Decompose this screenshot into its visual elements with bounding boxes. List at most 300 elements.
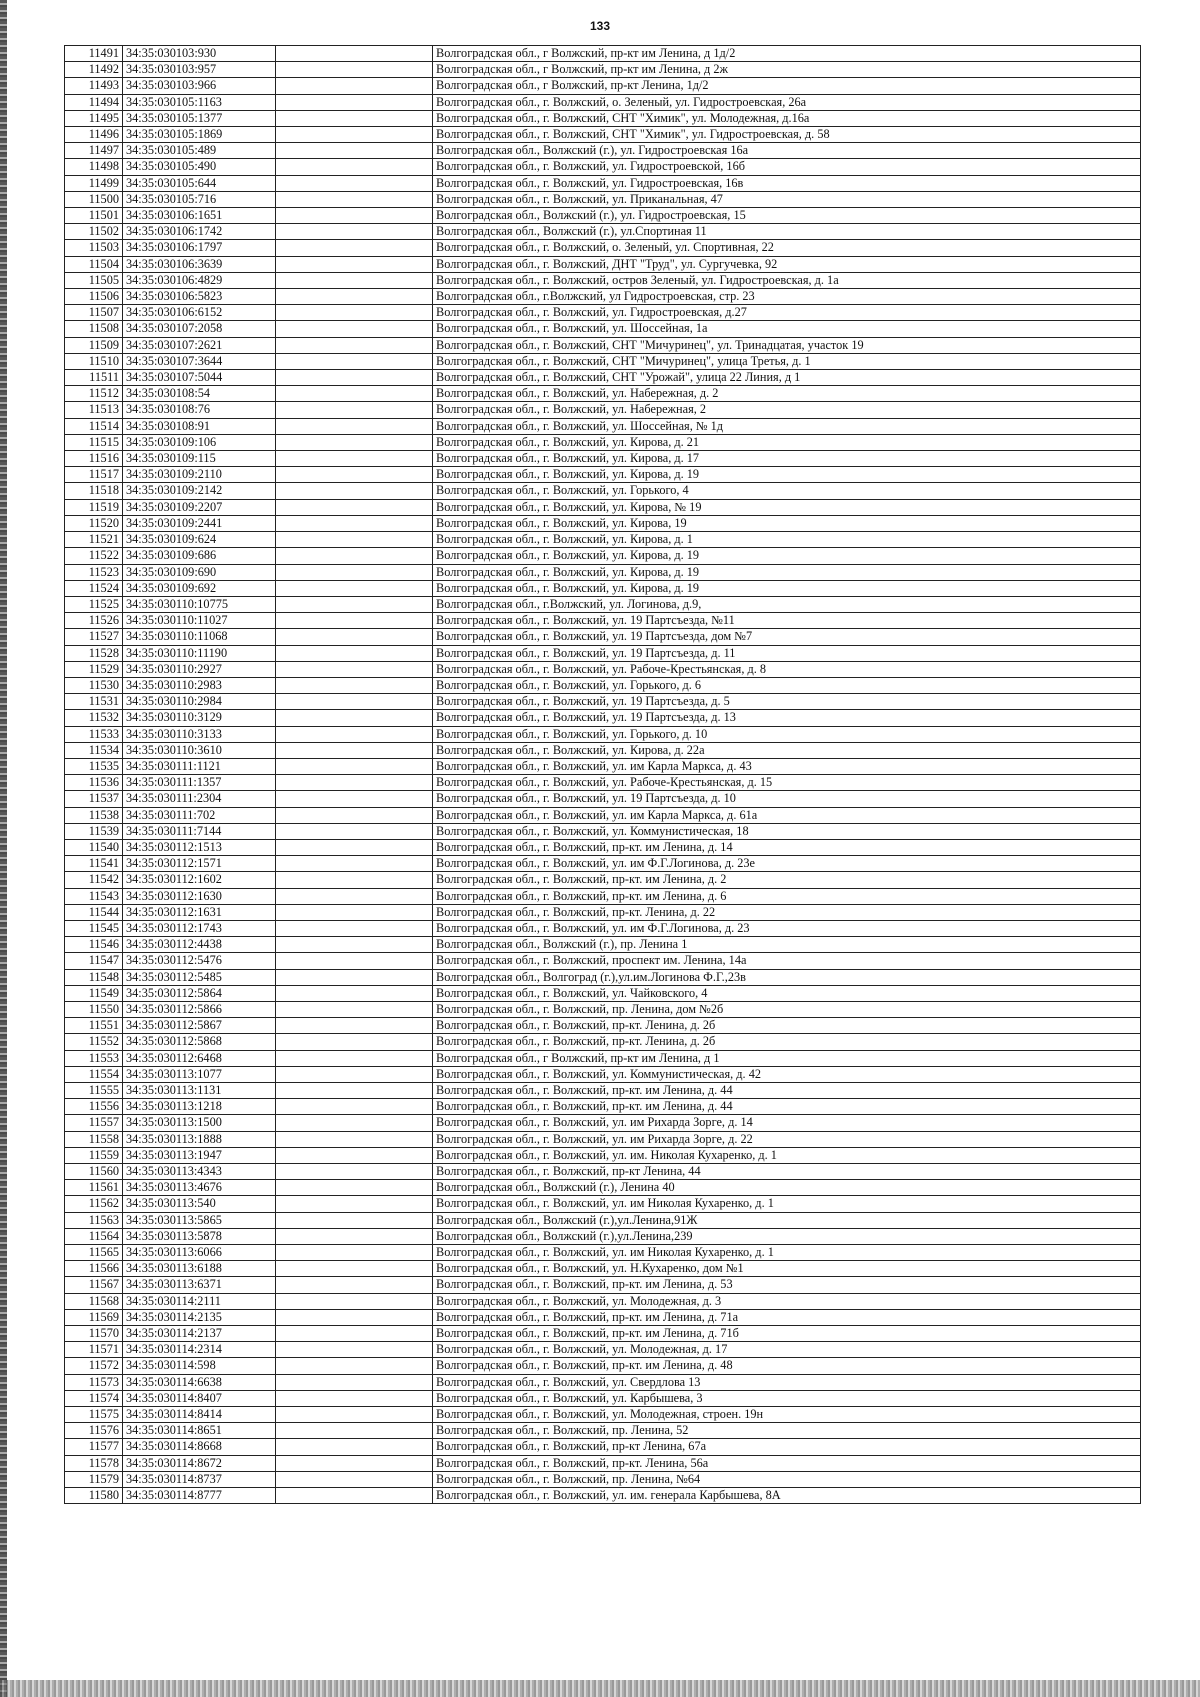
cadastral-number: 34:35:030105:644 bbox=[123, 175, 276, 191]
table-row bbox=[65, 1083, 1141, 1099]
empty-cell bbox=[276, 256, 433, 272]
address: Волгоградская обл., Волгоград (г.),ул.им.Логинова Ф.Г.,23в bbox=[433, 969, 1141, 985]
table-row bbox=[65, 1115, 1141, 1131]
address: Волгоградская обл., г. Волжский, ул. 19 Партсъезда, д. 10 bbox=[433, 791, 1141, 807]
cadastral-number: 34:35:030112:4438 bbox=[123, 937, 276, 953]
row-number: 11494 bbox=[65, 94, 123, 110]
empty-cell bbox=[276, 1066, 433, 1082]
cadastral-number: 34:35:030109:692 bbox=[123, 580, 276, 596]
address: Волгоградская обл., г. Волжский, пр-кт Ленина, 67а bbox=[433, 1439, 1141, 1455]
cadastral-number: 34:35:030113:540 bbox=[123, 1196, 276, 1212]
registry-table bbox=[64, 45, 1141, 1504]
cadastral-number: 34:35:030114:2137 bbox=[123, 1326, 276, 1342]
cadastral-number: 34:35:030110:11027 bbox=[123, 613, 276, 629]
empty-cell bbox=[276, 1407, 433, 1423]
row-number: 11550 bbox=[65, 1001, 123, 1017]
empty-cell bbox=[276, 839, 433, 855]
address: Волгоградская обл., г. Волжский, ул. Коммунистическая, д. 42 bbox=[433, 1066, 1141, 1082]
empty-cell bbox=[276, 143, 433, 159]
cadastral-number: 34:35:030109:624 bbox=[123, 532, 276, 548]
address: Волгоградская обл., г. Волжский, пр. Ленина, №64 bbox=[433, 1471, 1141, 1487]
table-row bbox=[65, 937, 1141, 953]
empty-cell bbox=[276, 1099, 433, 1115]
cadastral-number: 34:35:030113:6188 bbox=[123, 1261, 276, 1277]
address: Волгоградская обл., Волжский (г.), ул. Гидростроевская 16а bbox=[433, 143, 1141, 159]
address: Волгоградская обл., г. Волжский, ул. Набережная, 2 bbox=[433, 402, 1141, 418]
row-number: 11547 bbox=[65, 953, 123, 969]
empty-cell bbox=[276, 742, 433, 758]
cadastral-number: 34:35:030112:5866 bbox=[123, 1001, 276, 1017]
cadastral-number: 34:35:030113:1947 bbox=[123, 1147, 276, 1163]
cadastral-number: 34:35:030110:2927 bbox=[123, 661, 276, 677]
row-number: 11541 bbox=[65, 856, 123, 872]
cadastral-number: 34:35:030105:1869 bbox=[123, 127, 276, 143]
table-row bbox=[65, 904, 1141, 920]
row-number: 11518 bbox=[65, 483, 123, 499]
address: Волгоградская обл., г. Волжский, ул. Коммунистическая, 18 bbox=[433, 823, 1141, 839]
address: Волгоградская обл., г. Волжский, ул. им. Николая Кухаренко, д. 1 bbox=[433, 1147, 1141, 1163]
table-row bbox=[65, 1066, 1141, 1082]
cadastral-number: 34:35:030109:690 bbox=[123, 564, 276, 580]
row-number: 11578 bbox=[65, 1455, 123, 1471]
address: Волгоградская обл., г. Волжский, ул. 19 Партсъезда, д. 13 bbox=[433, 710, 1141, 726]
address: Волгоградская обл., г. Волжский, ул. 19 Партсъезда, №11 bbox=[433, 613, 1141, 629]
address: Волгоградская обл., г. Волжский, ул. Чайковского, 4 bbox=[433, 985, 1141, 1001]
address: Волгоградская обл., г. Волжский, ул. Свердлова 13 bbox=[433, 1374, 1141, 1390]
table-row bbox=[65, 305, 1141, 321]
cadastral-number: 34:35:030114:6638 bbox=[123, 1374, 276, 1390]
address: Волгоградская обл., г. Волжский, ул. Гидростроевская, д.27 bbox=[433, 305, 1141, 321]
empty-cell bbox=[276, 451, 433, 467]
table-row bbox=[65, 532, 1141, 548]
address: Волгоградская обл., г. Волжский, ул. Рабоче-Крестьянская, д. 15 bbox=[433, 775, 1141, 791]
empty-cell bbox=[276, 1164, 433, 1180]
address: Волгоградская обл., г. Волжский, ул. им Карла Маркса, д. 43 bbox=[433, 758, 1141, 774]
cadastral-number: 34:35:030109:106 bbox=[123, 434, 276, 450]
address: Волгоградская обл., г. Волжский, пр-кт. им Ленина, д. 71а bbox=[433, 1309, 1141, 1325]
empty-cell bbox=[276, 1358, 433, 1374]
row-number: 11508 bbox=[65, 321, 123, 337]
empty-cell bbox=[276, 1212, 433, 1228]
row-number: 11579 bbox=[65, 1471, 123, 1487]
address: Волгоградская обл., г. Волжский, ул. Кирова, д. 1 bbox=[433, 532, 1141, 548]
address: Волгоградская обл., г. Волжский, ул. Молодежная, д. 3 bbox=[433, 1293, 1141, 1309]
row-number: 11560 bbox=[65, 1164, 123, 1180]
address: Волгоградская обл., г. Волжский, пр. Ленина, 52 bbox=[433, 1423, 1141, 1439]
row-number: 11570 bbox=[65, 1326, 123, 1342]
row-number: 11499 bbox=[65, 175, 123, 191]
table-row bbox=[65, 208, 1141, 224]
address: Волгоградская обл., г. Волжский, СНТ "Химик", ул. Гидростроевская, д. 58 bbox=[433, 127, 1141, 143]
empty-cell bbox=[276, 46, 433, 62]
empty-cell bbox=[276, 483, 433, 499]
cadastral-number: 34:35:030106:1797 bbox=[123, 240, 276, 256]
empty-cell bbox=[276, 1455, 433, 1471]
row-number: 11506 bbox=[65, 289, 123, 305]
cadastral-number: 34:35:030105:716 bbox=[123, 191, 276, 207]
address: Волгоградская обл., г. Волжский, ул. Молодежная, строен. 19н bbox=[433, 1407, 1141, 1423]
cadastral-number: 34:35:030103:930 bbox=[123, 46, 276, 62]
table-row bbox=[65, 791, 1141, 807]
address: Волгоградская обл., г. Волжский, ул. им Рихарда Зорге, д. 14 bbox=[433, 1115, 1141, 1131]
cadastral-number: 34:35:030105:1377 bbox=[123, 110, 276, 126]
address: Волгоградская обл., г. Волжский, ул. 19 Партсъезда, дом №7 bbox=[433, 629, 1141, 645]
empty-cell bbox=[276, 305, 433, 321]
table-row bbox=[65, 386, 1141, 402]
table-row bbox=[65, 888, 1141, 904]
empty-cell bbox=[276, 1050, 433, 1066]
row-number: 11510 bbox=[65, 353, 123, 369]
empty-cell bbox=[276, 1001, 433, 1017]
row-number: 11580 bbox=[65, 1488, 123, 1504]
table-row bbox=[65, 580, 1141, 596]
empty-cell bbox=[276, 110, 433, 126]
cadastral-number: 34:35:030110:11190 bbox=[123, 645, 276, 661]
address: Волгоградская обл., Волжский (г.),ул.Ленина,239 bbox=[433, 1228, 1141, 1244]
table-row bbox=[65, 1001, 1141, 1017]
empty-cell bbox=[276, 1018, 433, 1034]
empty-cell bbox=[276, 499, 433, 515]
row-number: 11553 bbox=[65, 1050, 123, 1066]
address: Волгоградская обл., г. Волжский, пр-кт. Ленина, д. 2б bbox=[433, 1018, 1141, 1034]
row-number: 11516 bbox=[65, 451, 123, 467]
empty-cell bbox=[276, 532, 433, 548]
table-row bbox=[65, 710, 1141, 726]
table-row bbox=[65, 46, 1141, 62]
cadastral-number: 34:35:030113:1888 bbox=[123, 1131, 276, 1147]
row-number: 11577 bbox=[65, 1439, 123, 1455]
cadastral-number: 34:35:030107:2058 bbox=[123, 321, 276, 337]
address: Волгоградская обл., г. Волжский, ул. Кирова, д. 19 bbox=[433, 580, 1141, 596]
address: Волгоградская обл., г. Волжский, пр-кт. Ленина, д. 2б bbox=[433, 1034, 1141, 1050]
row-number: 11546 bbox=[65, 937, 123, 953]
row-number: 11562 bbox=[65, 1196, 123, 1212]
empty-cell bbox=[276, 985, 433, 1001]
table-row bbox=[65, 645, 1141, 661]
cadastral-number: 34:35:030114:8668 bbox=[123, 1439, 276, 1455]
row-number: 11571 bbox=[65, 1342, 123, 1358]
row-number: 11517 bbox=[65, 467, 123, 483]
empty-cell bbox=[276, 337, 433, 353]
cadastral-number: 34:35:030112:5864 bbox=[123, 985, 276, 1001]
table-row bbox=[65, 353, 1141, 369]
empty-cell bbox=[276, 1196, 433, 1212]
cadastral-number: 34:35:030109:2207 bbox=[123, 499, 276, 515]
row-number: 11575 bbox=[65, 1407, 123, 1423]
address: Волгоградская обл., г. Волжский, пр-кт. им Ленина, д. 44 bbox=[433, 1083, 1141, 1099]
empty-cell bbox=[276, 1439, 433, 1455]
address: Волгоградская обл., г. Волжский, СНТ "Мичуринец", ул. Тринадцатая, участок 19 bbox=[433, 337, 1141, 353]
row-number: 11525 bbox=[65, 596, 123, 612]
empty-cell bbox=[276, 969, 433, 985]
cadastral-number: 34:35:030111:2304 bbox=[123, 791, 276, 807]
registry-body bbox=[65, 46, 1141, 1504]
table-row bbox=[65, 1407, 1141, 1423]
row-number: 11532 bbox=[65, 710, 123, 726]
cadastral-number: 34:35:030110:2983 bbox=[123, 677, 276, 693]
row-number: 11521 bbox=[65, 532, 123, 548]
cadastral-number: 34:35:030113:5878 bbox=[123, 1228, 276, 1244]
row-number: 11523 bbox=[65, 564, 123, 580]
table-row bbox=[65, 1358, 1141, 1374]
row-number: 11544 bbox=[65, 904, 123, 920]
address: Волгоградская обл., г. Волжский, ул. Гидростроевская, 16в bbox=[433, 175, 1141, 191]
empty-cell bbox=[276, 159, 433, 175]
table-row bbox=[65, 256, 1141, 272]
empty-cell bbox=[276, 710, 433, 726]
cadastral-number: 34:35:030112:1630 bbox=[123, 888, 276, 904]
cadastral-number: 34:35:030107:3644 bbox=[123, 353, 276, 369]
table-row bbox=[65, 726, 1141, 742]
cadastral-number: 34:35:030112:5485 bbox=[123, 969, 276, 985]
cadastral-number: 34:35:030113:1500 bbox=[123, 1115, 276, 1131]
row-number: 11536 bbox=[65, 775, 123, 791]
row-number: 11515 bbox=[65, 434, 123, 450]
address: Волгоградская обл., г. Волжский, пр-кт. Ленина, д. 22 bbox=[433, 904, 1141, 920]
row-number: 11520 bbox=[65, 515, 123, 531]
table-row bbox=[65, 1261, 1141, 1277]
cadastral-number: 34:35:030109:2142 bbox=[123, 483, 276, 499]
row-number: 11555 bbox=[65, 1083, 123, 1099]
address: Волгоградская обл., г. Волжский, ул. им Николая Кухаренко, д. 1 bbox=[433, 1196, 1141, 1212]
table-row bbox=[65, 1488, 1141, 1504]
table-row bbox=[65, 321, 1141, 337]
table-row bbox=[65, 337, 1141, 353]
cadastral-number: 34:35:030110:2984 bbox=[123, 694, 276, 710]
address: Волгоградская обл., г. Волжский, о. Зеленый, ул. Спортивная, 22 bbox=[433, 240, 1141, 256]
row-number: 11512 bbox=[65, 386, 123, 402]
empty-cell bbox=[276, 548, 433, 564]
empty-cell bbox=[276, 694, 433, 710]
row-number: 11513 bbox=[65, 402, 123, 418]
address: Волгоградская обл., г. Волжский, пр-кт. им Ленина, д. 53 bbox=[433, 1277, 1141, 1293]
address: Волгоградская обл., г.Волжский, ул Гидростроевская, стр. 23 bbox=[433, 289, 1141, 305]
cadastral-number: 34:35:030106:6152 bbox=[123, 305, 276, 321]
table-row bbox=[65, 191, 1141, 207]
row-number: 11522 bbox=[65, 548, 123, 564]
table-row bbox=[65, 127, 1141, 143]
empty-cell bbox=[276, 1342, 433, 1358]
cadastral-number: 34:35:030112:6468 bbox=[123, 1050, 276, 1066]
address: Волгоградская обл., г. Волжский, ул. Набережная, д. 2 bbox=[433, 386, 1141, 402]
table-row bbox=[65, 548, 1141, 564]
empty-cell bbox=[276, 191, 433, 207]
cadastral-number: 34:35:030114:2314 bbox=[123, 1342, 276, 1358]
table-row bbox=[65, 1471, 1141, 1487]
table-row bbox=[65, 289, 1141, 305]
cadastral-number: 34:35:030106:1742 bbox=[123, 224, 276, 240]
cadastral-number: 34:35:030106:3639 bbox=[123, 256, 276, 272]
cadastral-number: 34:35:030114:8414 bbox=[123, 1407, 276, 1423]
address: Волгоградская обл., г. Волжский, ул. Молодежная, д. 17 bbox=[433, 1342, 1141, 1358]
cadastral-number: 34:35:030105:490 bbox=[123, 159, 276, 175]
cadastral-number: 34:35:030114:8651 bbox=[123, 1423, 276, 1439]
address: Волгоградская обл., г. Волжский, остров Зеленый, ул. Гидростроевская, д. 1а bbox=[433, 272, 1141, 288]
cadastral-number: 34:35:030109:2441 bbox=[123, 515, 276, 531]
table-row bbox=[65, 1228, 1141, 1244]
address: Волгоградская обл., г. Волжский, ул. Горького, д. 6 bbox=[433, 677, 1141, 693]
address: Волгоградская обл., г. Волжский, ул. им Николая Кухаренко, д. 1 bbox=[433, 1245, 1141, 1261]
table-row bbox=[65, 742, 1141, 758]
row-number: 11572 bbox=[65, 1358, 123, 1374]
address: Волгоградская обл., г. Волжский, пр-кт. им Ленина, д. 2 bbox=[433, 872, 1141, 888]
table-row bbox=[65, 1277, 1141, 1293]
empty-cell bbox=[276, 418, 433, 434]
row-number: 11529 bbox=[65, 661, 123, 677]
row-number: 11568 bbox=[65, 1293, 123, 1309]
address: Волгоградская обл., Волжский (г.), пр. Ленина 1 bbox=[433, 937, 1141, 953]
empty-cell bbox=[276, 1423, 433, 1439]
empty-cell bbox=[276, 1390, 433, 1406]
table-row bbox=[65, 467, 1141, 483]
table-row bbox=[65, 143, 1141, 159]
table-row bbox=[65, 1245, 1141, 1261]
address: Волгоградская обл., г. Волжский, ул. им. генерала Карбышева, 8А bbox=[433, 1488, 1141, 1504]
address: Волгоградская обл., г. Волжский, пр. Ленина, дом №2б bbox=[433, 1001, 1141, 1017]
cadastral-number: 34:35:030109:686 bbox=[123, 548, 276, 564]
row-number: 11563 bbox=[65, 1212, 123, 1228]
empty-cell bbox=[276, 208, 433, 224]
row-number: 11509 bbox=[65, 337, 123, 353]
cadastral-number: 34:35:030112:1513 bbox=[123, 839, 276, 855]
table-row bbox=[65, 1212, 1141, 1228]
row-number: 11511 bbox=[65, 370, 123, 386]
empty-cell bbox=[276, 1309, 433, 1325]
empty-cell bbox=[276, 661, 433, 677]
cadastral-number: 34:35:030111:702 bbox=[123, 807, 276, 823]
address: Волгоградская обл., г. Волжский, ул. им Ф.Г.Логинова, д. 23е bbox=[433, 856, 1141, 872]
empty-cell bbox=[276, 224, 433, 240]
cadastral-number: 34:35:030112:5476 bbox=[123, 953, 276, 969]
row-number: 11576 bbox=[65, 1423, 123, 1439]
table-row bbox=[65, 1309, 1141, 1325]
table-row bbox=[65, 839, 1141, 855]
empty-cell bbox=[276, 823, 433, 839]
table-row bbox=[65, 159, 1141, 175]
cadastral-number: 34:35:030111:1121 bbox=[123, 758, 276, 774]
table-row bbox=[65, 1439, 1141, 1455]
table-row bbox=[65, 596, 1141, 612]
address: Волгоградская обл., г. Волжский, СНТ "Урожай", улица 22 Линия, д 1 bbox=[433, 370, 1141, 386]
address: Волгоградская обл., г. Волжский, ул. Кирова, д. 21 bbox=[433, 434, 1141, 450]
row-number: 11558 bbox=[65, 1131, 123, 1147]
empty-cell bbox=[276, 888, 433, 904]
address: Волгоградская обл., г. Волжский, ул. им Рихарда Зорге, д. 22 bbox=[433, 1131, 1141, 1147]
row-number: 11566 bbox=[65, 1261, 123, 1277]
cadastral-number: 34:35:030111:7144 bbox=[123, 823, 276, 839]
row-number: 11564 bbox=[65, 1228, 123, 1244]
cadastral-number: 34:35:030113:6371 bbox=[123, 1277, 276, 1293]
table-row bbox=[65, 775, 1141, 791]
address: Волгоградская обл., г. Волжский, пр-кт Ленина, 44 bbox=[433, 1164, 1141, 1180]
table-row bbox=[65, 758, 1141, 774]
table-row bbox=[65, 370, 1141, 386]
cadastral-number: 34:35:030113:5865 bbox=[123, 1212, 276, 1228]
table-row bbox=[65, 1455, 1141, 1471]
address: Волгоградская обл., г. Волжский, ул. Карбышева, 3 bbox=[433, 1390, 1141, 1406]
cadastral-number: 34:35:030114:598 bbox=[123, 1358, 276, 1374]
row-number: 11554 bbox=[65, 1066, 123, 1082]
table-row bbox=[65, 564, 1141, 580]
table-row bbox=[65, 694, 1141, 710]
address: Волгоградская обл., г. Волжский, ул. Рабоче-Крестьянская, д. 8 bbox=[433, 661, 1141, 677]
row-number: 11565 bbox=[65, 1245, 123, 1261]
table-row bbox=[65, 1342, 1141, 1358]
row-number: 11535 bbox=[65, 758, 123, 774]
row-number: 11505 bbox=[65, 272, 123, 288]
cadastral-number: 34:35:030114:8407 bbox=[123, 1390, 276, 1406]
row-number: 11548 bbox=[65, 969, 123, 985]
cadastral-number: 34:35:030108:76 bbox=[123, 402, 276, 418]
address: Волгоградская обл., г. Волжский, ул. Кирова, д. 19 bbox=[433, 467, 1141, 483]
address: Волгоградская обл., г. Волжский, ул. Гидростроевской, 16б bbox=[433, 159, 1141, 175]
row-number: 11551 bbox=[65, 1018, 123, 1034]
row-number: 11493 bbox=[65, 78, 123, 94]
address: Волгоградская обл., г. Волжский, ул. Н.Кухаренко, дом №1 bbox=[433, 1261, 1141, 1277]
row-number: 11569 bbox=[65, 1309, 123, 1325]
row-number: 11503 bbox=[65, 240, 123, 256]
table-row bbox=[65, 1034, 1141, 1050]
table-row bbox=[65, 1099, 1141, 1115]
row-number: 11491 bbox=[65, 46, 123, 62]
row-number: 11498 bbox=[65, 159, 123, 175]
cadastral-number: 34:35:030113:1077 bbox=[123, 1066, 276, 1082]
row-number: 11573 bbox=[65, 1374, 123, 1390]
table-row bbox=[65, 1164, 1141, 1180]
address: Волгоградская обл., г. Волжский, ул. Кирова, 19 bbox=[433, 515, 1141, 531]
table-row bbox=[65, 629, 1141, 645]
empty-cell bbox=[276, 240, 433, 256]
table-row bbox=[65, 856, 1141, 872]
empty-cell bbox=[276, 321, 433, 337]
empty-cell bbox=[276, 564, 433, 580]
cadastral-number: 34:35:030110:11068 bbox=[123, 629, 276, 645]
scan-left-edge bbox=[0, 0, 7, 1697]
empty-cell bbox=[276, 175, 433, 191]
address: Волгоградская обл., г. Волжский, ул. Шоссейная, 1а bbox=[433, 321, 1141, 337]
cadastral-number: 34:35:030113:4343 bbox=[123, 1164, 276, 1180]
empty-cell bbox=[276, 1488, 433, 1504]
table-row bbox=[65, 1131, 1141, 1147]
row-number: 11537 bbox=[65, 791, 123, 807]
table-row bbox=[65, 613, 1141, 629]
address: Волгоградская обл., г. Волжский, ул. Горького, д. 10 bbox=[433, 726, 1141, 742]
empty-cell bbox=[276, 856, 433, 872]
address: Волгоградская обл., г. Волжский, ул. им Ф.Г.Логинова, д. 23 bbox=[433, 920, 1141, 936]
table-row bbox=[65, 483, 1141, 499]
cadastral-number: 34:35:030114:2135 bbox=[123, 1309, 276, 1325]
row-number: 11492 bbox=[65, 62, 123, 78]
row-number: 11502 bbox=[65, 224, 123, 240]
row-number: 11574 bbox=[65, 1390, 123, 1406]
empty-cell bbox=[276, 386, 433, 402]
empty-cell bbox=[276, 1245, 433, 1261]
cadastral-number: 34:35:030110:3610 bbox=[123, 742, 276, 758]
row-number: 11504 bbox=[65, 256, 123, 272]
table-row bbox=[65, 418, 1141, 434]
address: Волгоградская обл., г. Волжский, пр-кт. им Ленина, д. 14 bbox=[433, 839, 1141, 855]
cadastral-number: 34:35:030107:5044 bbox=[123, 370, 276, 386]
address: Волгоградская обл., Волжский (г.), Ленина 40 bbox=[433, 1180, 1141, 1196]
cadastral-number: 34:35:030113:1131 bbox=[123, 1083, 276, 1099]
cadastral-number: 34:35:030113:6066 bbox=[123, 1245, 276, 1261]
cadastral-number: 34:35:030112:1631 bbox=[123, 904, 276, 920]
page-number: 133 bbox=[589, 19, 611, 33]
row-number: 11545 bbox=[65, 920, 123, 936]
address: Волгоградская обл., г. Волжский, ул. Кирова, д. 19 bbox=[433, 548, 1141, 564]
table-row bbox=[65, 1293, 1141, 1309]
empty-cell bbox=[276, 1471, 433, 1487]
